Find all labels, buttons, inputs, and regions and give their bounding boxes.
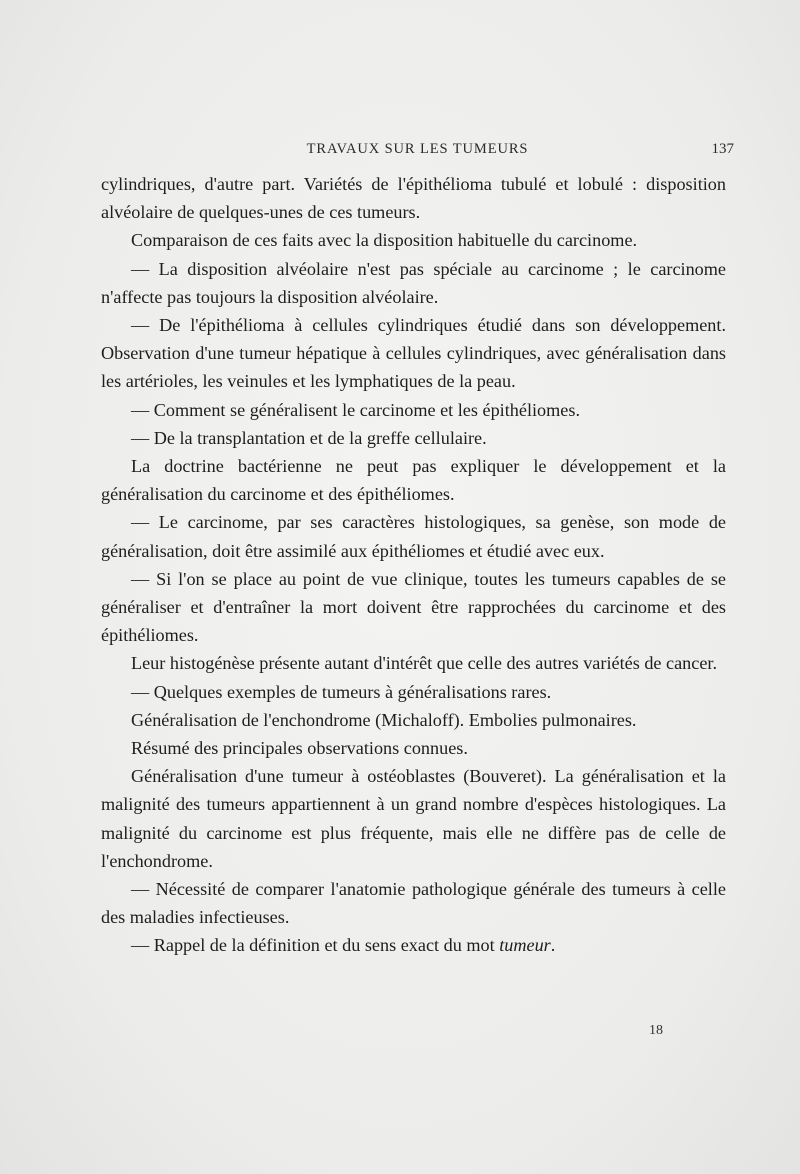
paragraph: — De l'épithélioma à cellules cylindriques étudié dans son développement. Observation d'une tumeur hépatique à cellules cylindriques, avec généralisation dans les artérioles, les veinules et les lymphatiques de la peau.	[101, 315, 726, 392]
paragraph: Comparaison de ces faits avec la disposition habituelle du carcinome.	[131, 230, 638, 251]
last-paragraph-end: .	[550, 935, 556, 956]
paragraph: — Comment se généralisent le carcinome et les épithéliomes.	[131, 399, 580, 420]
signature-mark: 18	[649, 1023, 663, 1038]
italic-word: tumeur	[499, 935, 551, 956]
paragraph: — De la transplantation et de la greffe cellulaire.	[131, 427, 487, 448]
paragraph: Résumé des principales observations connues.	[131, 738, 468, 759]
paragraph: La doctrine bactérienne ne peut pas expliquer le développement et la généralisation du carcinome et des épithéliomes.	[101, 456, 726, 505]
paragraph: — Le carcinome, par ses caractères histologiques, sa genèse, son mode de généralisation, doit être assimilé aux épithéliomes et étudié avec eux.	[101, 512, 726, 561]
paragraph: — Quelques exemples de tumeurs à généralisations rares.	[131, 681, 552, 702]
header-title: TRAVAUX SUR LES TUMEURS	[306, 141, 529, 157]
paragraph: Leur histogénèse présente autant d'intérêt que celle des autres variétés de cancer.	[131, 653, 718, 674]
running-head	[101, 141, 734, 163]
paragraph: cylindriques, d'autre part. Variétés de l'épithélioma tubulé et lobulé : disposition alvéolaire de quelques-unes de ces tumeurs.	[101, 174, 726, 223]
paragraph: — Si l'on se place au point de vue clinique, toutes les tumeurs capables de se généraliser et d'entraîner la mort doivent être rapprochées du carcinome et des épithéliomes.	[101, 568, 726, 646]
body-text	[101, 170, 726, 960]
paragraph: Généralisation d'une tumeur à ostéoblastes (Bouveret). La généralisation et la malignité des tumeurs appartiennent à un grand nombre d'espèces histologiques. La malignité du carcinome est plus fréquente, mais elle ne diffère pas de celle de l'enchondrome.	[101, 766, 726, 871]
page-number: 137	[711, 141, 734, 157]
paragraph: — Nécessité de comparer l'anatomie pathologique générale des tumeurs à celle des maladies infectieuses.	[101, 879, 726, 928]
last-paragraph-text: — Rappel de la définition et du sens exact du mot	[131, 935, 500, 956]
last-paragraph	[101, 931, 726, 959]
paragraph: Généralisation de l'enchondrome (Michaloff). Embolies pulmonaires.	[131, 709, 637, 730]
paragraph: — La disposition alvéolaire n'est pas spéciale au carcinome ; le carcinome n'affecte pas toujours la disposition alvéolaire.	[101, 258, 726, 307]
